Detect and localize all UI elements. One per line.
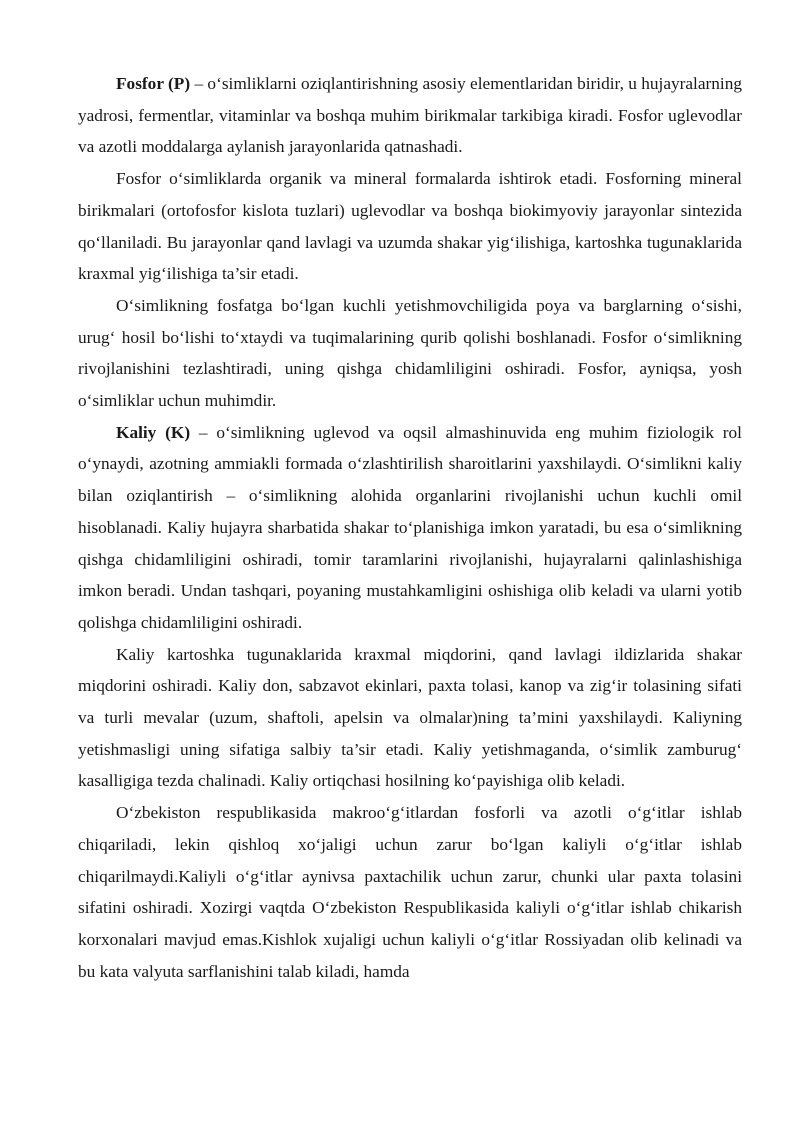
paragraph-fosfor-forms (78, 163, 742, 290)
paragraph-fosfor-intro (78, 68, 742, 163)
paragraph-text: O‘zbekiston respublikasida makroo‘g‘itlardan fosforli va azotli o‘g‘itlar ishlab chiqariladi, lekin qishloq xo‘jaligi uchun zarur bo‘lgan kaliyli o‘g‘itlar ishlab chiqarilmaydi.Kaliyli o‘g‘itlar aynivsa paxtachilik uchun zarur, chunki ular paxta tolasini sifatini oshiradi. Xozirgi vaqtda O‘zbekiston Respublikasida kaliyli o‘g‘itlar ishlab chikarish korxonalari mavjud emas.Kishlok xujaligi uchun kaliyli o‘g‘itlar Rossiyadan olib kelinadi va bu kata valyuta sarflanishini talab kiladi, hamda (78, 803, 742, 981)
paragraph-kaliy-intro (78, 417, 742, 639)
paragraph-kaliy-effects (78, 639, 742, 798)
term-fosfor: Fosfor (P) (116, 74, 191, 93)
paragraph-text: Kaliy kartoshka tugunaklarida kraxmal miqdorini, qand lavlagi ildizlarida shakar miqdorini oshiradi. Kaliy don, sabzavot ekinlari, paxta tolasi, kanop va zig‘ir tolasining sifati va turli mevalar (uzum, shaftoli, apelsin va olmalar)ning ta’mini yaxshilaydi. Kaliyning yetishmasligi uning sifatiga salbiy ta’sir etadi. Kaliy yetishmaganda, o‘simlik zamburug‘ kasalligiga tezda chalinadi. Kaliy ortiqchasi hosilning ko‘payishiga olib keladi. (78, 644, 742, 791)
term-kaliy: Kaliy (K) (116, 422, 191, 442)
paragraph-fosfor-deficiency (78, 290, 742, 417)
paragraph-text: O‘simlikning fosfatga bo‘lgan kuchli yetishmovchiligida poya va barglarning o‘sishi, urug‘ hosil bo‘lishi to‘xtaydi va tuqimalarining qurib qolishi boshlanadi. Fosfor o‘simlikning rivojlanishini tezlashtiradi, uning qishga chidamliligini oshiradi. Fosfor, ayniqsa, yosh o‘simliklar uchun muhimdir. (78, 295, 742, 411)
paragraph-text: – o‘simlikning uglevod va oqsil almashinuvida eng muhim fiziologik rol o‘ynaydi, azotning ammiakli formada o‘zlashtirilish sharoitlarini yaxshilaydi. O‘simlikni kaliy bilan oziqlantirish – o‘simlikning alohida organlarini rivojlanishi uchun kuchli omil hisoblanadi. Kaliy hujayra sharbatida shakar to‘planishiga imkon yaratadi, bu esa o‘simlikning qishga chidamliligini oshiradi, tomir taramlarini rivojlanishi, hujayralarni qalinlashishiga imkon beradi. Undan tashqari, poyaning mustahkamligini oshishiga olib keladi va ularni yotib qolishga chidamliligini oshiradi. (78, 422, 742, 632)
paragraph-uzbekistan-fertilizers (78, 797, 742, 987)
paragraph-text: Fosfor o‘simliklarda organik va mineral formalarda ishtirok etadi. Fosforning mineral birikmalari (ortofosfor kislota tuzlari) uglevodlar va boshqa biokimyoviy jarayonlar sintezida qo‘llaniladi. Bu jarayonlar qand lavlagi va uzumda shakar yig‘ilishiga, kartoshka tugunaklarida kraxmal yig‘ilishiga ta’sir etadi. (78, 169, 742, 284)
paragraph-text: – o‘simliklarni oziqlantirishning asosiy elementlaridan biridir, u hujayralarning yadrosi, fermentlar, vitaminlar va boshqa muhim birikmalar tarkibiga kiradi. Fosfor uglevodlar va azotli moddalarga aylanish jarayonlarida qatnashadi. (78, 74, 743, 157)
document-page (78, 68, 742, 987)
